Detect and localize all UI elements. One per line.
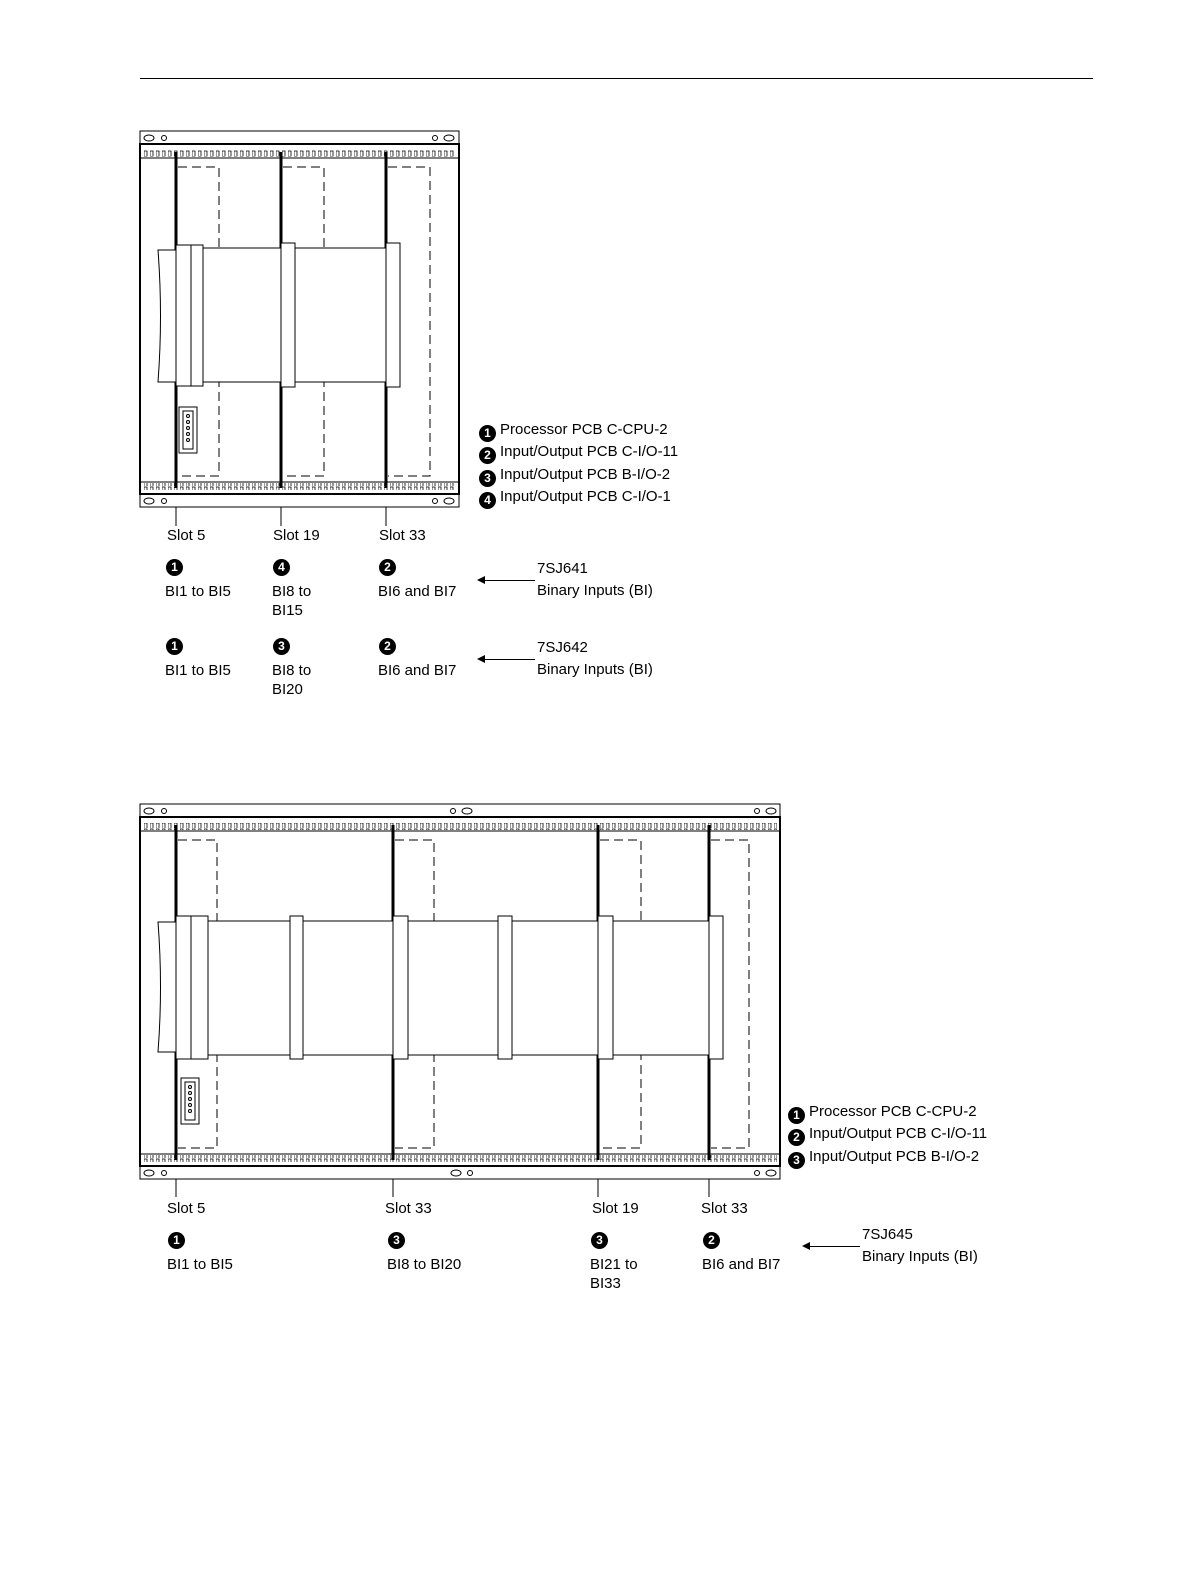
bi-range: BI21 to — [590, 1256, 638, 1273]
bi-range: BI8 to — [272, 662, 312, 679]
legend-label: Input/Output PCB B-I/O-2 — [500, 466, 671, 483]
number-badge: 3 — [479, 470, 496, 487]
bi-column — [165, 638, 231, 680]
number-badge: 1 — [788, 1107, 805, 1124]
number-badge: 3 — [273, 638, 290, 655]
housing-1 — [140, 131, 459, 526]
bi-column — [272, 559, 311, 620]
legend-item — [788, 1146, 979, 1168]
device-label — [537, 637, 653, 681]
device-caption: Binary Inputs (BI) — [537, 661, 653, 678]
number-badge: 1 — [166, 638, 183, 655]
number-badge: 1 — [166, 559, 183, 576]
device-name: 7SJ641 — [537, 560, 588, 577]
bi-column — [378, 638, 456, 680]
bi-range: BI1 to BI5 — [167, 1256, 233, 1273]
slot-label: Slot 5 — [167, 527, 206, 544]
bi-column — [378, 559, 456, 601]
legend-label: Input/Output PCB C-I/O-11 — [500, 443, 679, 460]
bi-range-cont: BI20 — [272, 681, 303, 698]
number-badge: 2 — [788, 1129, 805, 1146]
bi-range-cont: BI33 — [590, 1275, 621, 1292]
legend-label: Processor PCB C-CPU-2 — [809, 1103, 977, 1120]
legend-label: Input/Output PCB C-I/O-1 — [500, 488, 671, 505]
number-badge: 4 — [273, 559, 290, 576]
legend-label: Input/Output PCB C-I/O-11 — [809, 1125, 988, 1142]
number-badge: 3 — [788, 1152, 805, 1169]
number-badge: 2 — [479, 447, 496, 464]
device-caption: Binary Inputs (BI) — [537, 582, 653, 599]
legend-item — [788, 1123, 987, 1145]
arrow-icon — [479, 580, 535, 581]
bi-range-cont: BI15 — [272, 602, 303, 619]
bi-range: BI6 and BI7 — [378, 662, 457, 679]
legend-item — [479, 441, 678, 463]
bi-range: BI8 to — [272, 583, 312, 600]
device-label — [862, 1224, 978, 1268]
legend-item — [479, 464, 670, 486]
slot-label: Slot 33 — [385, 1200, 432, 1217]
bi-range: BI1 to BI5 — [165, 662, 231, 679]
device-name: 7SJ642 — [537, 639, 588, 656]
bi-range: BI8 to BI20 — [387, 1256, 462, 1273]
slot-label: Slot 19 — [273, 527, 320, 544]
slot-label: Slot 19 — [592, 1200, 639, 1217]
device-name: 7SJ645 — [862, 1226, 913, 1243]
number-badge: 3 — [388, 1232, 405, 1249]
bi-column — [387, 1232, 461, 1274]
bi-range: BI6 and BI7 — [702, 1256, 781, 1273]
legend-label: Processor PCB C-CPU-2 — [500, 421, 668, 438]
bi-column — [272, 638, 311, 699]
bi-range: BI6 and BI7 — [378, 583, 457, 600]
arrow-icon — [479, 659, 535, 660]
number-badge: 2 — [379, 559, 396, 576]
bi-column — [702, 1232, 780, 1274]
legend-item — [479, 486, 671, 508]
bi-range: BI1 to BI5 — [165, 583, 231, 600]
device-caption: Binary Inputs (BI) — [862, 1248, 978, 1265]
slot-label: Slot 33 — [701, 1200, 748, 1217]
bi-column — [165, 559, 231, 601]
number-badge: 1 — [168, 1232, 185, 1249]
bi-column — [590, 1232, 638, 1293]
slot-label: Slot 5 — [167, 1200, 206, 1217]
device-label — [537, 558, 653, 602]
legend-item — [479, 419, 668, 441]
legend-item — [788, 1101, 977, 1123]
number-badge: 3 — [591, 1232, 608, 1249]
bi-column — [167, 1232, 233, 1274]
number-badge: 4 — [479, 492, 496, 509]
number-badge: 2 — [379, 638, 396, 655]
arrow-icon — [804, 1246, 860, 1247]
slot-label: Slot 33 — [379, 527, 426, 544]
legend-label: Input/Output PCB B-I/O-2 — [809, 1148, 980, 1165]
housing-2 — [140, 804, 780, 1197]
number-badge: 2 — [703, 1232, 720, 1249]
number-badge: 1 — [479, 425, 496, 442]
